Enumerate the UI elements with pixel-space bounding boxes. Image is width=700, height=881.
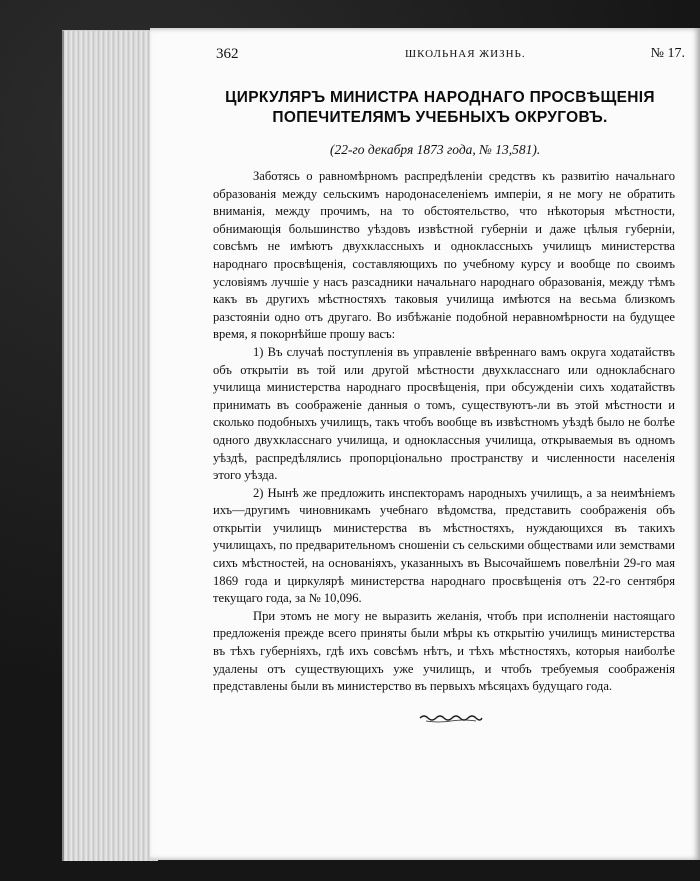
paragraph: 2) Нынѣ же предложить инспекторамъ народныхъ училищъ, а за неимѣніемъ ихъ—другимъ чиновникамъ учебнаго вѣдомства, представить соображенія объ открытіи училищъ министерства въ мѣстностяхъ, нуждающихся въ такихъ училищахъ, по предварительномъ сношеніи съ сельскими обществами или земствами сихъ мѣстностей, на основаніяхъ, указанныхъ въ Высочайшемъ повелѣніи 29-го мая 1869 года и циркулярѣ министерства народнаго просвѣщенія отъ 22-го сентября текущаго года, за № 10,096.: [213, 485, 675, 606]
running-title: ШКОЛЬНАЯ ЖИЗНЬ.: [405, 48, 526, 60]
paragraph: При этомъ не могу не выразить желанія, чтобъ при исполненіи настоящаго предложенія прежде всего приняты были мѣры къ открытію училищъ министерства въ тѣхъ губерніяхъ, гдѣ ихъ совсѣмъ нѣтъ, и тѣхъ мѣстностяхъ, которыя наиболѣе удалены отъ существующихъ уже училищъ, и чтобъ требуемыя соображенія представлены были въ министерство въ первыхъ мѣсяцахъ будущаго года.: [213, 608, 675, 694]
issue-number: № 17.: [650, 46, 685, 61]
dateline: (22-го декабря 1873 года, № 13,581).: [330, 142, 541, 157]
book-page-edges: [62, 30, 158, 861]
page-number: 362: [216, 46, 239, 62]
page-header: [180, 46, 685, 68]
article-title: ЦИРКУЛЯРЪ МИНИСТРА НАРОДНАГО ПРОСВѢЩЕНІЯ ПОПЕЧИТЕЛЯМЪ УЧЕБНЫХЪ ОКРУГОВЪ.: [225, 89, 655, 126]
end-ornament: [418, 712, 484, 724]
paragraph: 1) Въ случаѣ поступленія въ управленіе ввѣреннаго вамъ округа ходатайствъ объ открытіи въ той или другой мѣстности двухкласснаго или одноклабснаго училища министерства народнаго просвѣщенія, при обсужденіи сихъ ходатайствъ принимать въ соображеніе данныя о томъ, существуютъ-ли въ этой мѣстности и сколько подобныхъ училищъ, такъ чтобъ вообще въ извѣстномъ уѣздѣ было не болѣе одного двухкласснаго училища, и одноклассныя училища, открываемыя въ одномъ уѣздѣ, распредѣлялись пропорціонально пространству и численности населенія этого уѣзда.: [213, 344, 675, 483]
article-body: [213, 168, 675, 696]
paragraph: Заботясь о равномѣрномъ распредѣленіи средствъ къ развитію начальнаго образованія между сельскимъ народонаселеніемъ имперіи, я не могу не обратить вниманія, между прочимъ, на то обстоятельство, что нѣкоторыя мѣстности, обнимающія большинство уѣздовъ извѣстной губерніи и даже цѣлыя губерніи, совсѣмъ не имѣютъ двухклассныхъ и одноклассныхъ училищъ министерства народнаго просвѣщенія, составляющихъ по учебному курсу и вообще по своимъ условіямъ лучшіе у насъ разсадники начальнаго народнаго образованія, между тѣмъ какъ въ другихъ мѣстностяхъ таковыя училища имѣются на весьма близкомъ разстояніи одно отъ другаго. Во избѣжаніе подобной неравномѣрности на будущее время, я покорнѣйше прошу васъ:: [213, 169, 675, 342]
